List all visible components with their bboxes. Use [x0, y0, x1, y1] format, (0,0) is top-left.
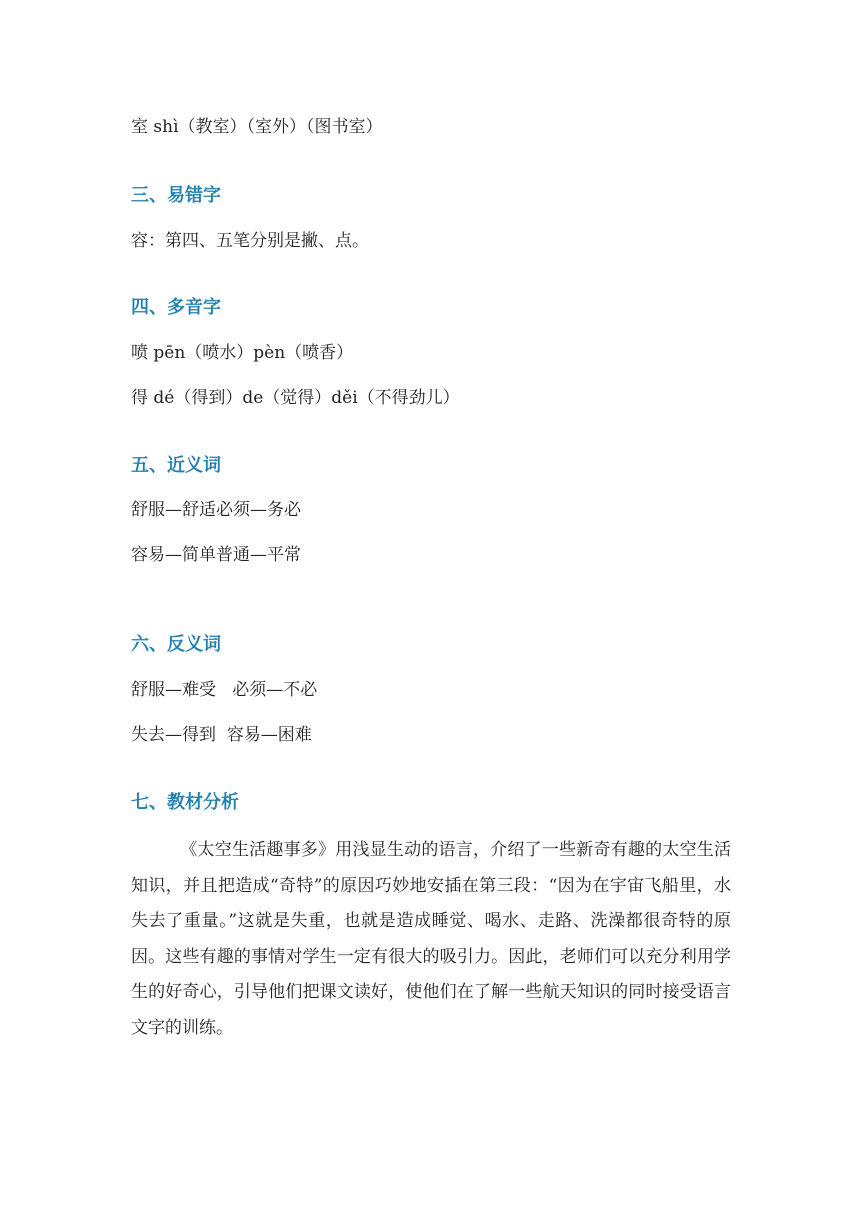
antonyms-line-2: 失去—得到 容易—困难 — [131, 725, 312, 745]
de-polyphone-line: 得 dé（得到）de（觉得）děi（不得劲儿） — [131, 388, 460, 408]
textbook-analysis-paragraph: 《太空生活趣事多》用浅显生动的语言，介绍了一些新奇有趣的太空生活知识，并且把造成“奇特”的原因巧妙地安插在第三段：“因为在宇宙飞船里，水失去了重量。”这就是失重，也就是造成睡觉、喝水、走路、洗澡都很奇特的原因。这些有趣的事情对学生一定有很大的吸引力。因此，老师们可以充分利用学生的好奇心，引导他们把课文读好，使他们在了解一些航天知识的同时接受语言文字的训练。 — [131, 840, 731, 1038]
section-heading-antonyms: 六、反义词 — [131, 634, 221, 655]
pen-polyphone-line: 喷 pēn（喷水）pèn（喷香） — [131, 343, 354, 363]
synonyms-line-1: 舒服—舒适必须—务必 — [131, 500, 301, 520]
section-heading-synonyms: 五、近义词 — [131, 455, 221, 476]
section-heading-textbook-analysis: 七、教材分析 — [131, 792, 239, 813]
shi-pinyin-line: 室 shì（教室）（室外）（图书室） — [131, 117, 383, 137]
antonyms-line-1: 舒服—难受 必须—不必 — [131, 680, 318, 700]
rong-stroke-note: 容：第四、五笔分别是撇、点。 — [131, 231, 369, 251]
section-heading-error-prone-characters: 三、易错字 — [131, 185, 221, 206]
section-heading-polyphones: 四、多音字 — [131, 297, 221, 318]
synonyms-line-2: 容易—简单普通—平常 — [131, 545, 301, 565]
